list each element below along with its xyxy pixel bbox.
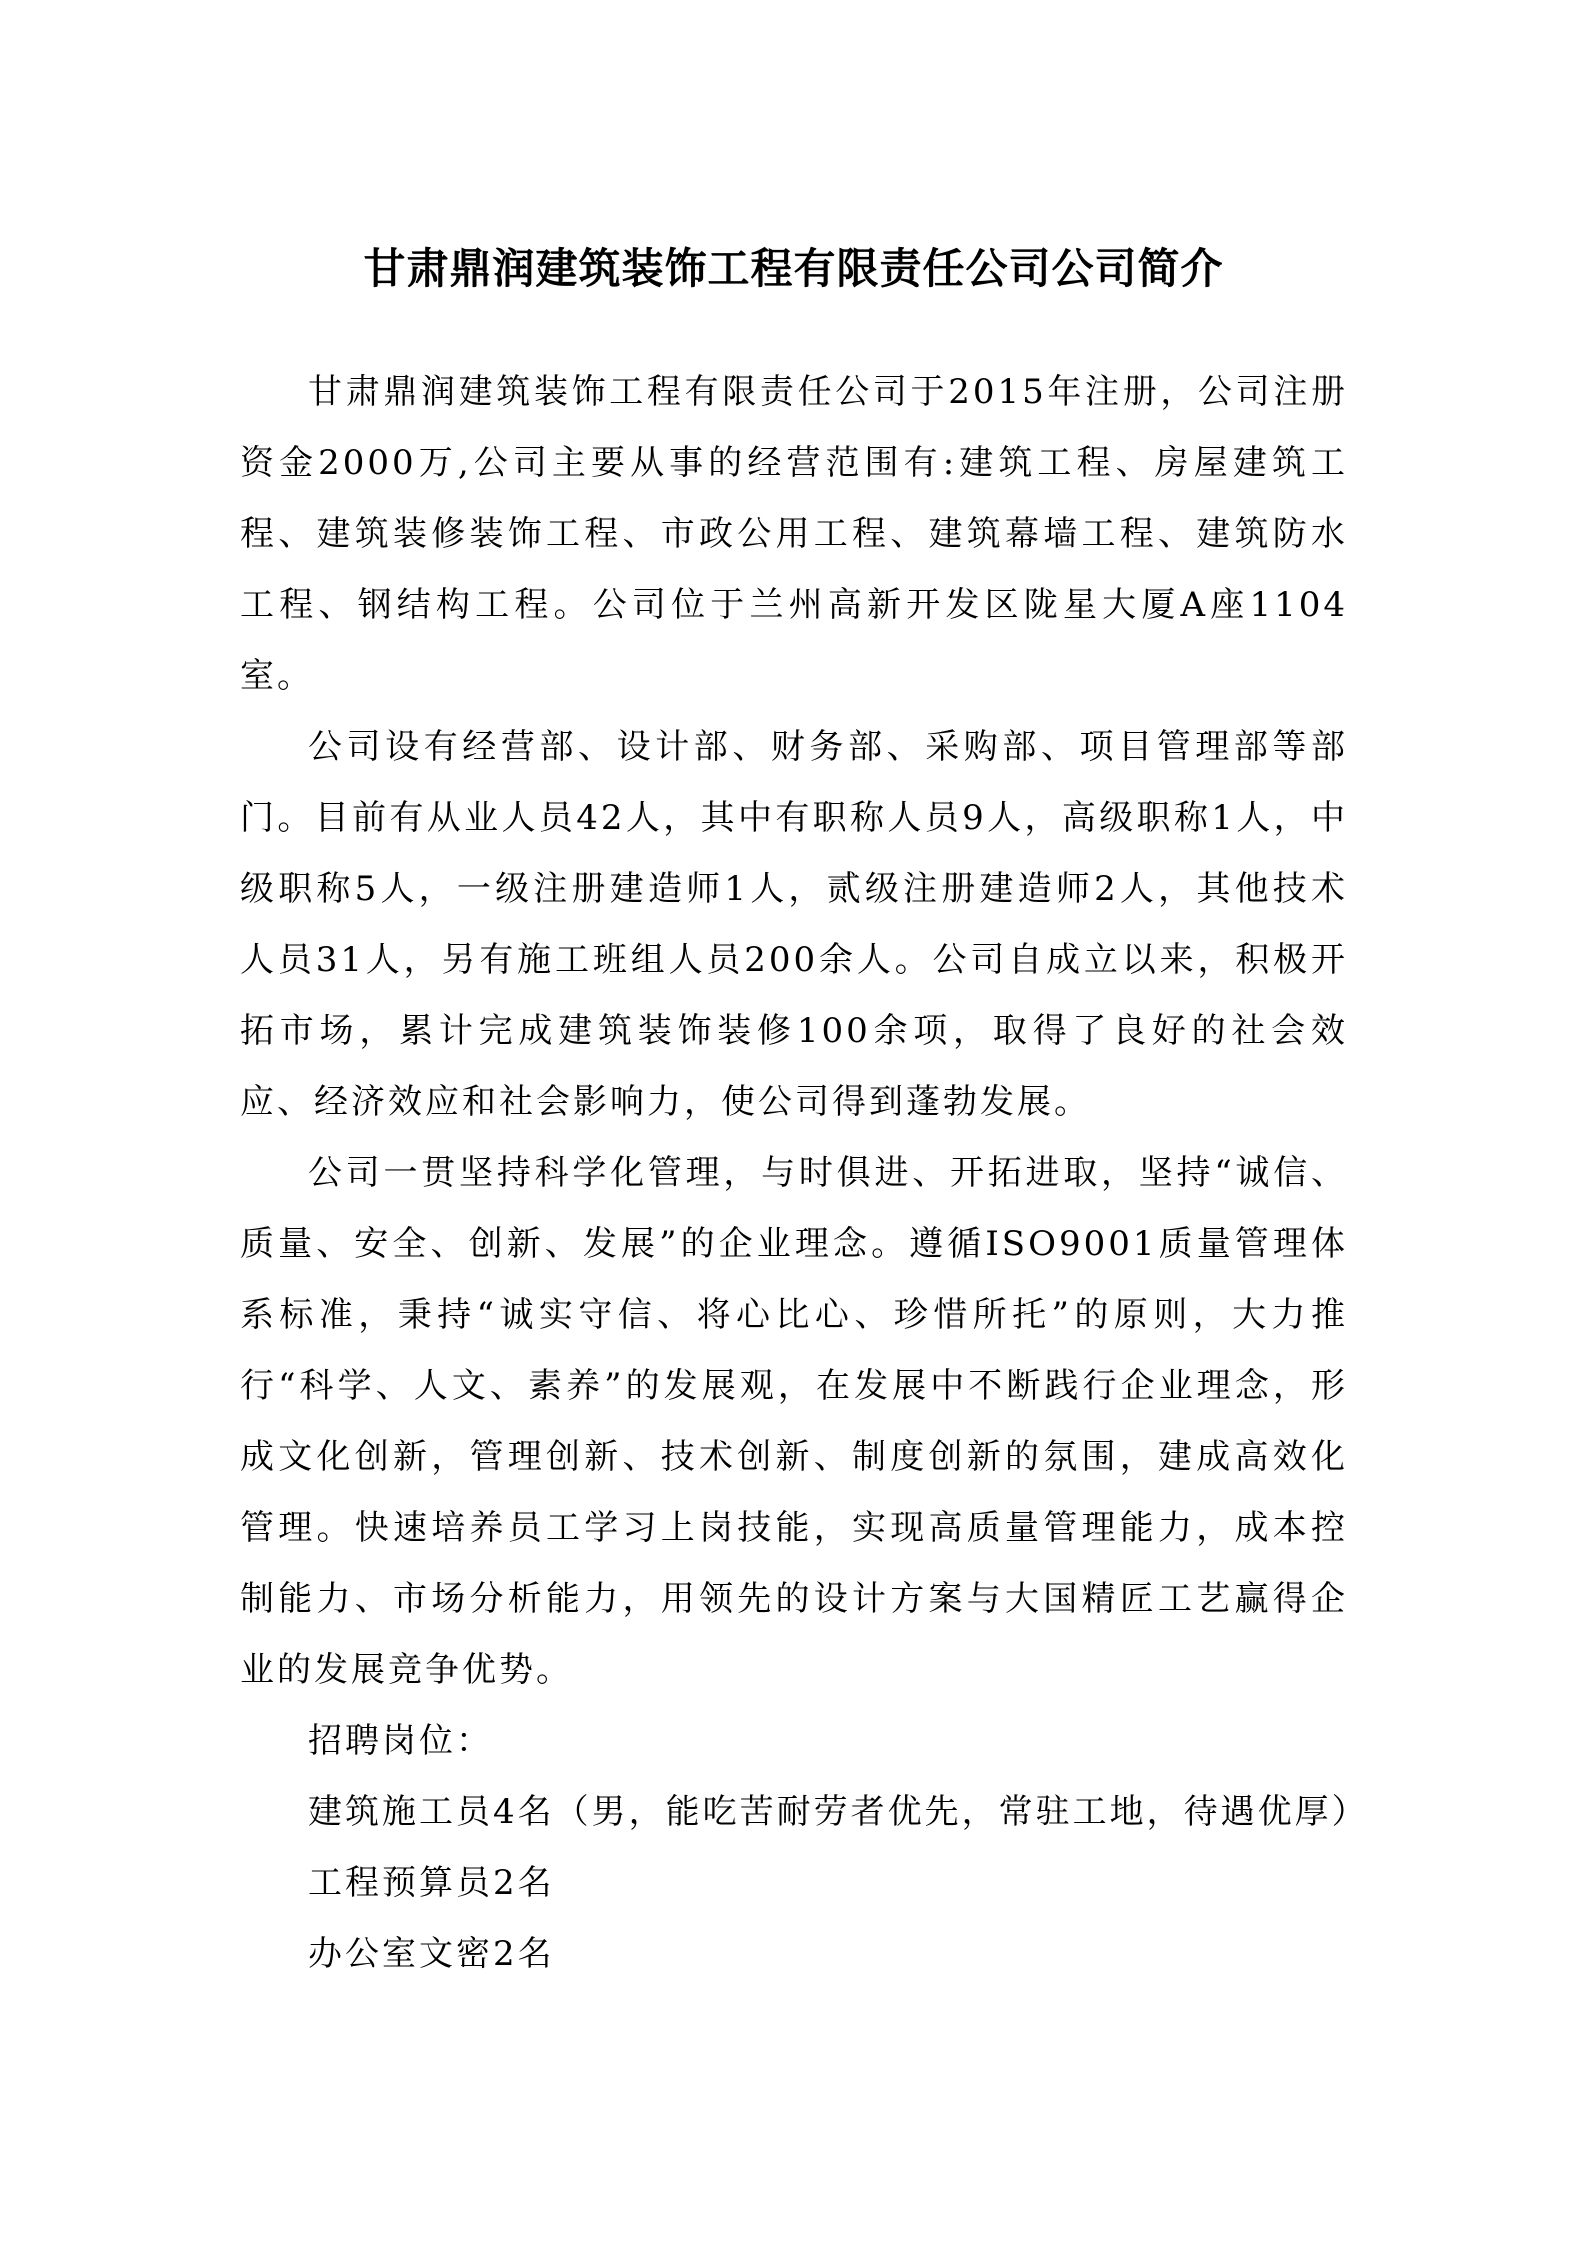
position-item-construction: 建筑施工员4名（男，能吃苦耐劳者优先，常驻工地，待遇优厚） <box>308 1792 1369 1832</box>
document-body <box>240 357 1369 1990</box>
philosophy-paragraph: 公司一贯坚持科学化管理，与时俱进、开拓进取，坚持“诚信、质量、安全、创新、发展”的企业理念。遵循ISO9001质量管理体系标准，秉持“诚实守信、将心比心、珍惜所托”的原则，大力推行“科学、人文、素养”的发展观，在发展中不断践行企业理念，形成文化创新，管理创新、技术创新、制度创新的氛围，建成高效化管理。快速培养员工学习上岗技能，实现高质量管理能力，成本控制能力、市场分析能力，用领先的设计方案与大国精匠工艺赢得企业的发展竞争优势。 <box>240 1153 1348 1690</box>
departments-paragraph: 公司设有经营部、设计部、财务部、采购部、项目管理部等部门。目前有从业人员42人，其中有职称人员9人，高级职称1人，中级职称5人，一级注册建造师1人，贰级注册建造师2人，其他技术人员31人，另有施工班组人员200余人。公司自成立以来，积极开拓市场，累计完成建筑装饰装修100余项，取得了良好的社会效应、经济效应和社会影响力，使公司得到蓬勃发展。 <box>240 727 1348 1122</box>
intro-paragraph: 甘肃鼎润建筑装饰工程有限责任公司于2015年注册，公司注册资金2000万,公司主要从事的经营范围有:建筑工程、房屋建筑工程、建筑装修装饰工程、市政公用工程、建筑幕墙工程、建筑防水工程、钢结构工程。公司位于兰州高新开发区陇星大厦A座1104室。 <box>240 372 1348 696</box>
document-title: 甘肃鼎润建筑装饰工程有限责任公司公司简介 <box>363 244 1224 293</box>
recruitment-heading: 招聘岗位： <box>308 1721 493 1761</box>
position-item-office: 办公室文密2名 <box>308 1934 555 1974</box>
position-item-budget: 工程预算员2名 <box>308 1863 555 1903</box>
